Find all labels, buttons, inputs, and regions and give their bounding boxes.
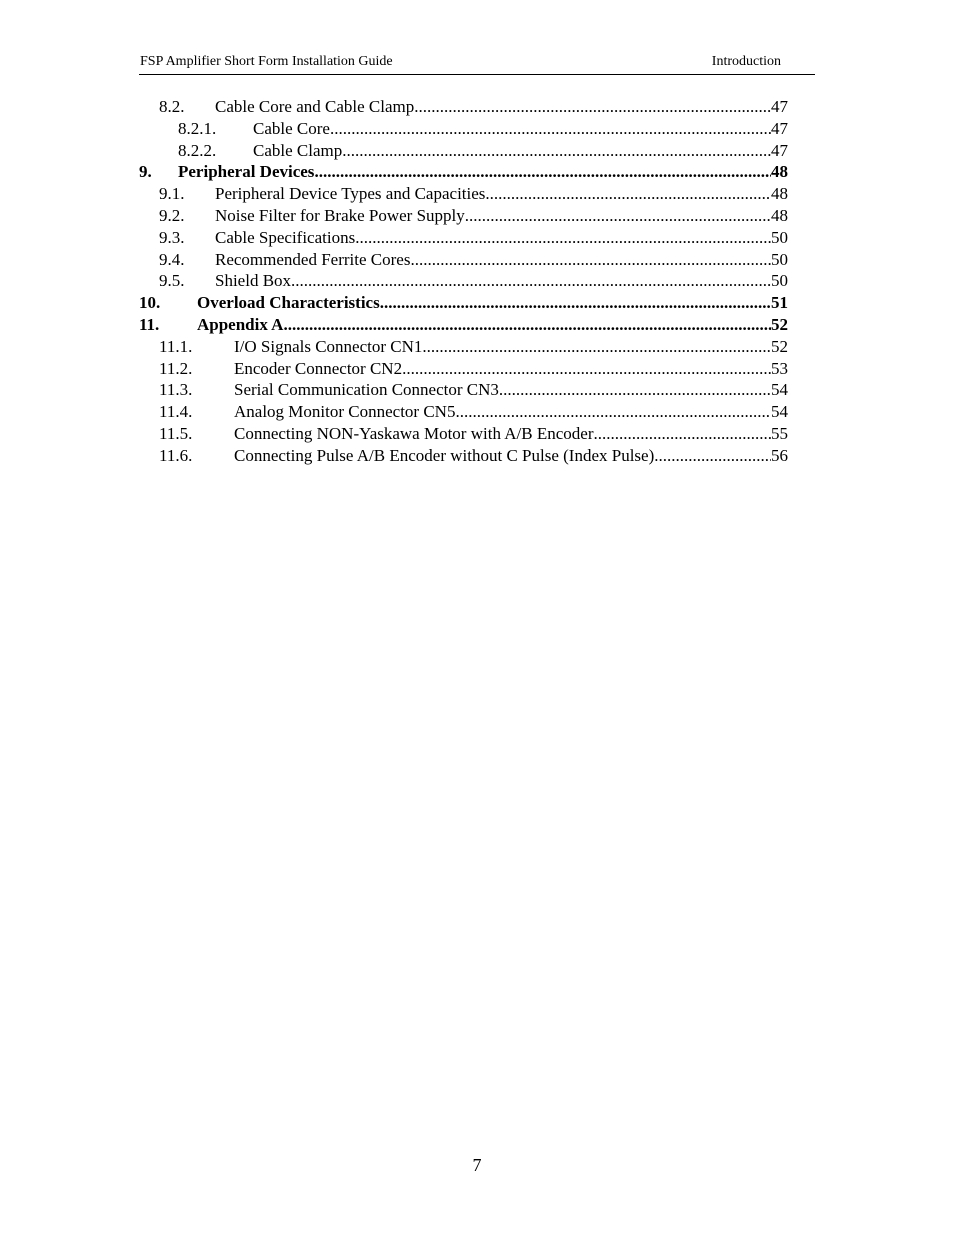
toc-leader-dots [291,270,771,292]
toc-entry-title: Analog Monitor Connector CN5 [234,402,456,422]
toc-entry-title: Overload Characteristics [197,293,380,313]
toc-entry-title: Appendix A [197,314,284,334]
toc-entry-number: 10. [139,293,161,313]
toc-entry-number: 8.2.2. [178,140,217,160]
toc-entry[interactable] [139,292,788,314]
toc-entry-number: 11. [139,314,160,334]
toc-entry[interactable] [139,249,788,271]
toc-entry-page: 54 [771,380,788,400]
toc-entry[interactable] [139,358,788,380]
toc-leader-dots [422,336,771,358]
toc-entry-number: 9. [139,162,152,182]
toc-entry[interactable] [139,423,788,445]
toc-leader-dots [410,249,771,271]
toc-entry-number: 11.1. [159,336,193,356]
toc-entry-page: 56 [771,445,788,465]
toc-leader-dots [380,292,771,314]
toc-leader-dots [654,445,771,467]
table-of-contents [139,96,788,467]
toc-leader-dots [330,118,771,140]
toc-entry-title: Cable Clamp [253,140,343,160]
toc-entry-number: 11.5. [159,423,193,443]
toc-entry-number: 9.1. [159,184,185,204]
toc-entry-page: 48 [771,184,788,204]
toc-entry-title: Noise Filter for Brake Power Supply [215,205,465,225]
toc-entry-number: 9.3. [159,227,185,247]
toc-leader-dots [314,161,771,183]
toc-entry-number: 9.5. [159,271,185,291]
toc-leader-dots [465,205,771,227]
toc-entry[interactable] [139,445,788,467]
toc-entry[interactable] [139,401,788,423]
toc-entry-page: 52 [771,314,788,334]
toc-entry[interactable] [139,118,788,140]
toc-entry[interactable] [139,96,788,118]
toc-entry-number: 11.6. [159,445,193,465]
toc-entry-title: I/O Signals Connector CN1 [234,336,423,356]
toc-entry-number: 11.2. [159,358,193,378]
section-name: Introduction [711,54,781,69]
toc-entry-title: Cable Specifications [215,227,356,247]
toc-entry-page: 50 [771,249,788,269]
toc-entry-title: Peripheral Device Types and Capacities [215,184,486,204]
toc-entry-title: Shield Box [215,271,292,291]
toc-entry[interactable] [139,336,788,358]
toc-entry-page: 50 [771,271,788,291]
toc-entry-number: 11.3. [159,380,193,400]
toc-entry[interactable] [139,205,788,227]
page-header [139,54,815,75]
toc-entry-page: 53 [771,358,788,378]
toc-entry-number: 11.4. [159,402,193,422]
toc-entry[interactable] [139,227,788,249]
toc-entry-page: 48 [771,205,788,225]
toc-entry-title: Encoder Connector CN2 [234,358,403,378]
toc-entry[interactable] [139,314,788,336]
toc-entry[interactable] [139,379,788,401]
toc-leader-dots [342,140,771,162]
toc-entry-page: 52 [771,336,788,356]
toc-entry-title: Cable Core and Cable Clamp [215,97,415,116]
toc-entry-title: Connecting Pulse A/B Encoder without C Pulse (Index Pulse) [234,445,655,465]
toc-entry-title: Cable Core [253,118,330,138]
toc-entry-number: 8.2.1. [178,118,217,138]
toc-entry-number: 8.2. [159,97,185,116]
toc-entry-page: 47 [771,97,788,116]
toc-entry-title: Peripheral Devices [178,162,315,182]
toc-entry-page: 50 [771,227,788,247]
toc-entry-page: 54 [771,402,788,422]
toc-entry-page: 47 [771,118,788,138]
toc-leader-dots [499,379,771,401]
toc-entry-title: Serial Communication Connector CN3 [234,380,499,400]
toc-leader-dots [593,423,771,445]
page-number: 7 [472,1155,482,1175]
toc-entry-title: Connecting NON-Yaskawa Motor with A/B Encoder [234,423,594,443]
toc-entry-page: 48 [771,162,788,182]
toc-entry[interactable] [139,270,788,292]
toc-entry[interactable] [139,140,788,162]
toc-leader-dots [455,401,771,423]
toc-entry-page: 55 [771,423,788,443]
toc-leader-dots [414,96,771,118]
toc-entry-number: 9.2. [159,205,185,225]
toc-entry[interactable] [139,161,788,183]
toc-entry-page: 51 [771,293,788,313]
toc-entry-title: Recommended Ferrite Cores [215,249,411,269]
toc-leader-dots [485,183,771,205]
toc-entry-number: 9.4. [159,249,185,269]
toc-entry[interactable] [139,183,788,205]
toc-leader-dots [355,227,771,249]
document-title: FSP Amplifier Short Form Installation Guide [140,54,393,69]
toc-leader-dots [402,358,771,380]
toc-leader-dots [283,314,771,336]
toc-entry-page: 47 [771,140,788,160]
